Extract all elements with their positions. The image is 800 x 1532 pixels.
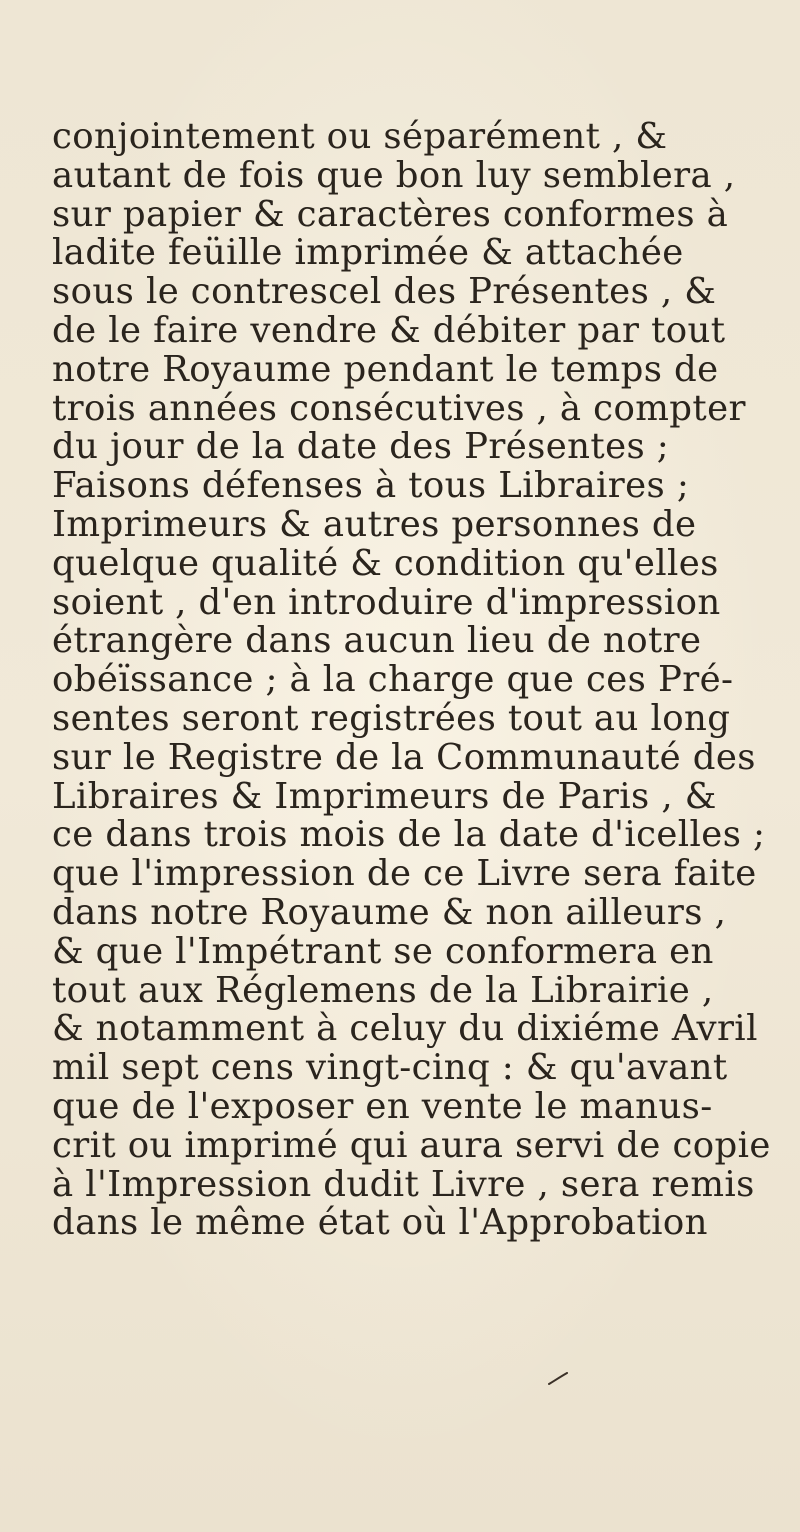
text-line: notre Royaume pendant le temps de bbox=[52, 350, 719, 390]
text-line: & que l'Impétrant se conformera en bbox=[52, 932, 714, 972]
text-line: crit ou imprimé qui aura servi de copie bbox=[52, 1126, 771, 1166]
text-line: soient , d'en introduire d'impression bbox=[52, 583, 721, 623]
text-line: obéïssance ; à la charge que ces Pré- bbox=[52, 661, 734, 700]
text-line: du jour de la date des Présentes ; bbox=[52, 428, 670, 468]
text-line: que l'impression de ce Livre sera faite bbox=[52, 855, 757, 894]
text-line: tout aux Réglemens de la Librairie , bbox=[52, 971, 714, 1011]
text-line: mil sept cens vingt-cinq : & qu'avant bbox=[52, 1049, 728, 1088]
text-line: Libraires & Imprimeurs de Paris , & bbox=[52, 777, 717, 817]
text-line: dans notre Royaume & non ailleurs , bbox=[52, 893, 727, 933]
text-line: & notamment à celuy du dixiéme Avril bbox=[52, 1010, 758, 1050]
text-line: quelque qualité & condition qu'elles bbox=[52, 544, 719, 584]
text-line: trois années consécutives , à compter bbox=[52, 389, 746, 429]
text-line: dans le même état où l'Approbation bbox=[52, 1204, 708, 1244]
text-line: sur le Registre de la Communauté des bbox=[52, 738, 756, 778]
text-line: Imprimeurs & autres personnes de bbox=[52, 505, 697, 545]
text-line: que de l'exposer en vente le manus- bbox=[52, 1087, 713, 1127]
text-line: sur papier & caractères conformes à bbox=[52, 195, 729, 235]
body-text bbox=[52, 118, 772, 1243]
text-line: ce dans trois mois de la date d'icelles ; bbox=[52, 816, 766, 856]
text-line: à l'Impression dudit Livre , sera remis bbox=[52, 1165, 755, 1205]
text-line: Faisons défenses à tous Libraires ; bbox=[52, 467, 690, 506]
text-line: étrangère dans aucun lieu de notre bbox=[52, 622, 702, 662]
text-line: de le faire vendre & débiter par tout bbox=[52, 311, 726, 351]
text-line: ladite feüille imprimée & attachée bbox=[52, 234, 684, 274]
ink-mark bbox=[548, 1372, 568, 1386]
text-line: sentes seront registrées tout au long bbox=[52, 699, 731, 739]
text-line: conjointement ou séparément , & bbox=[52, 118, 668, 157]
text-line: sous le contrescel des Présentes , & bbox=[52, 273, 717, 312]
text-line: autant de fois que bon luy semblera , bbox=[52, 156, 736, 196]
